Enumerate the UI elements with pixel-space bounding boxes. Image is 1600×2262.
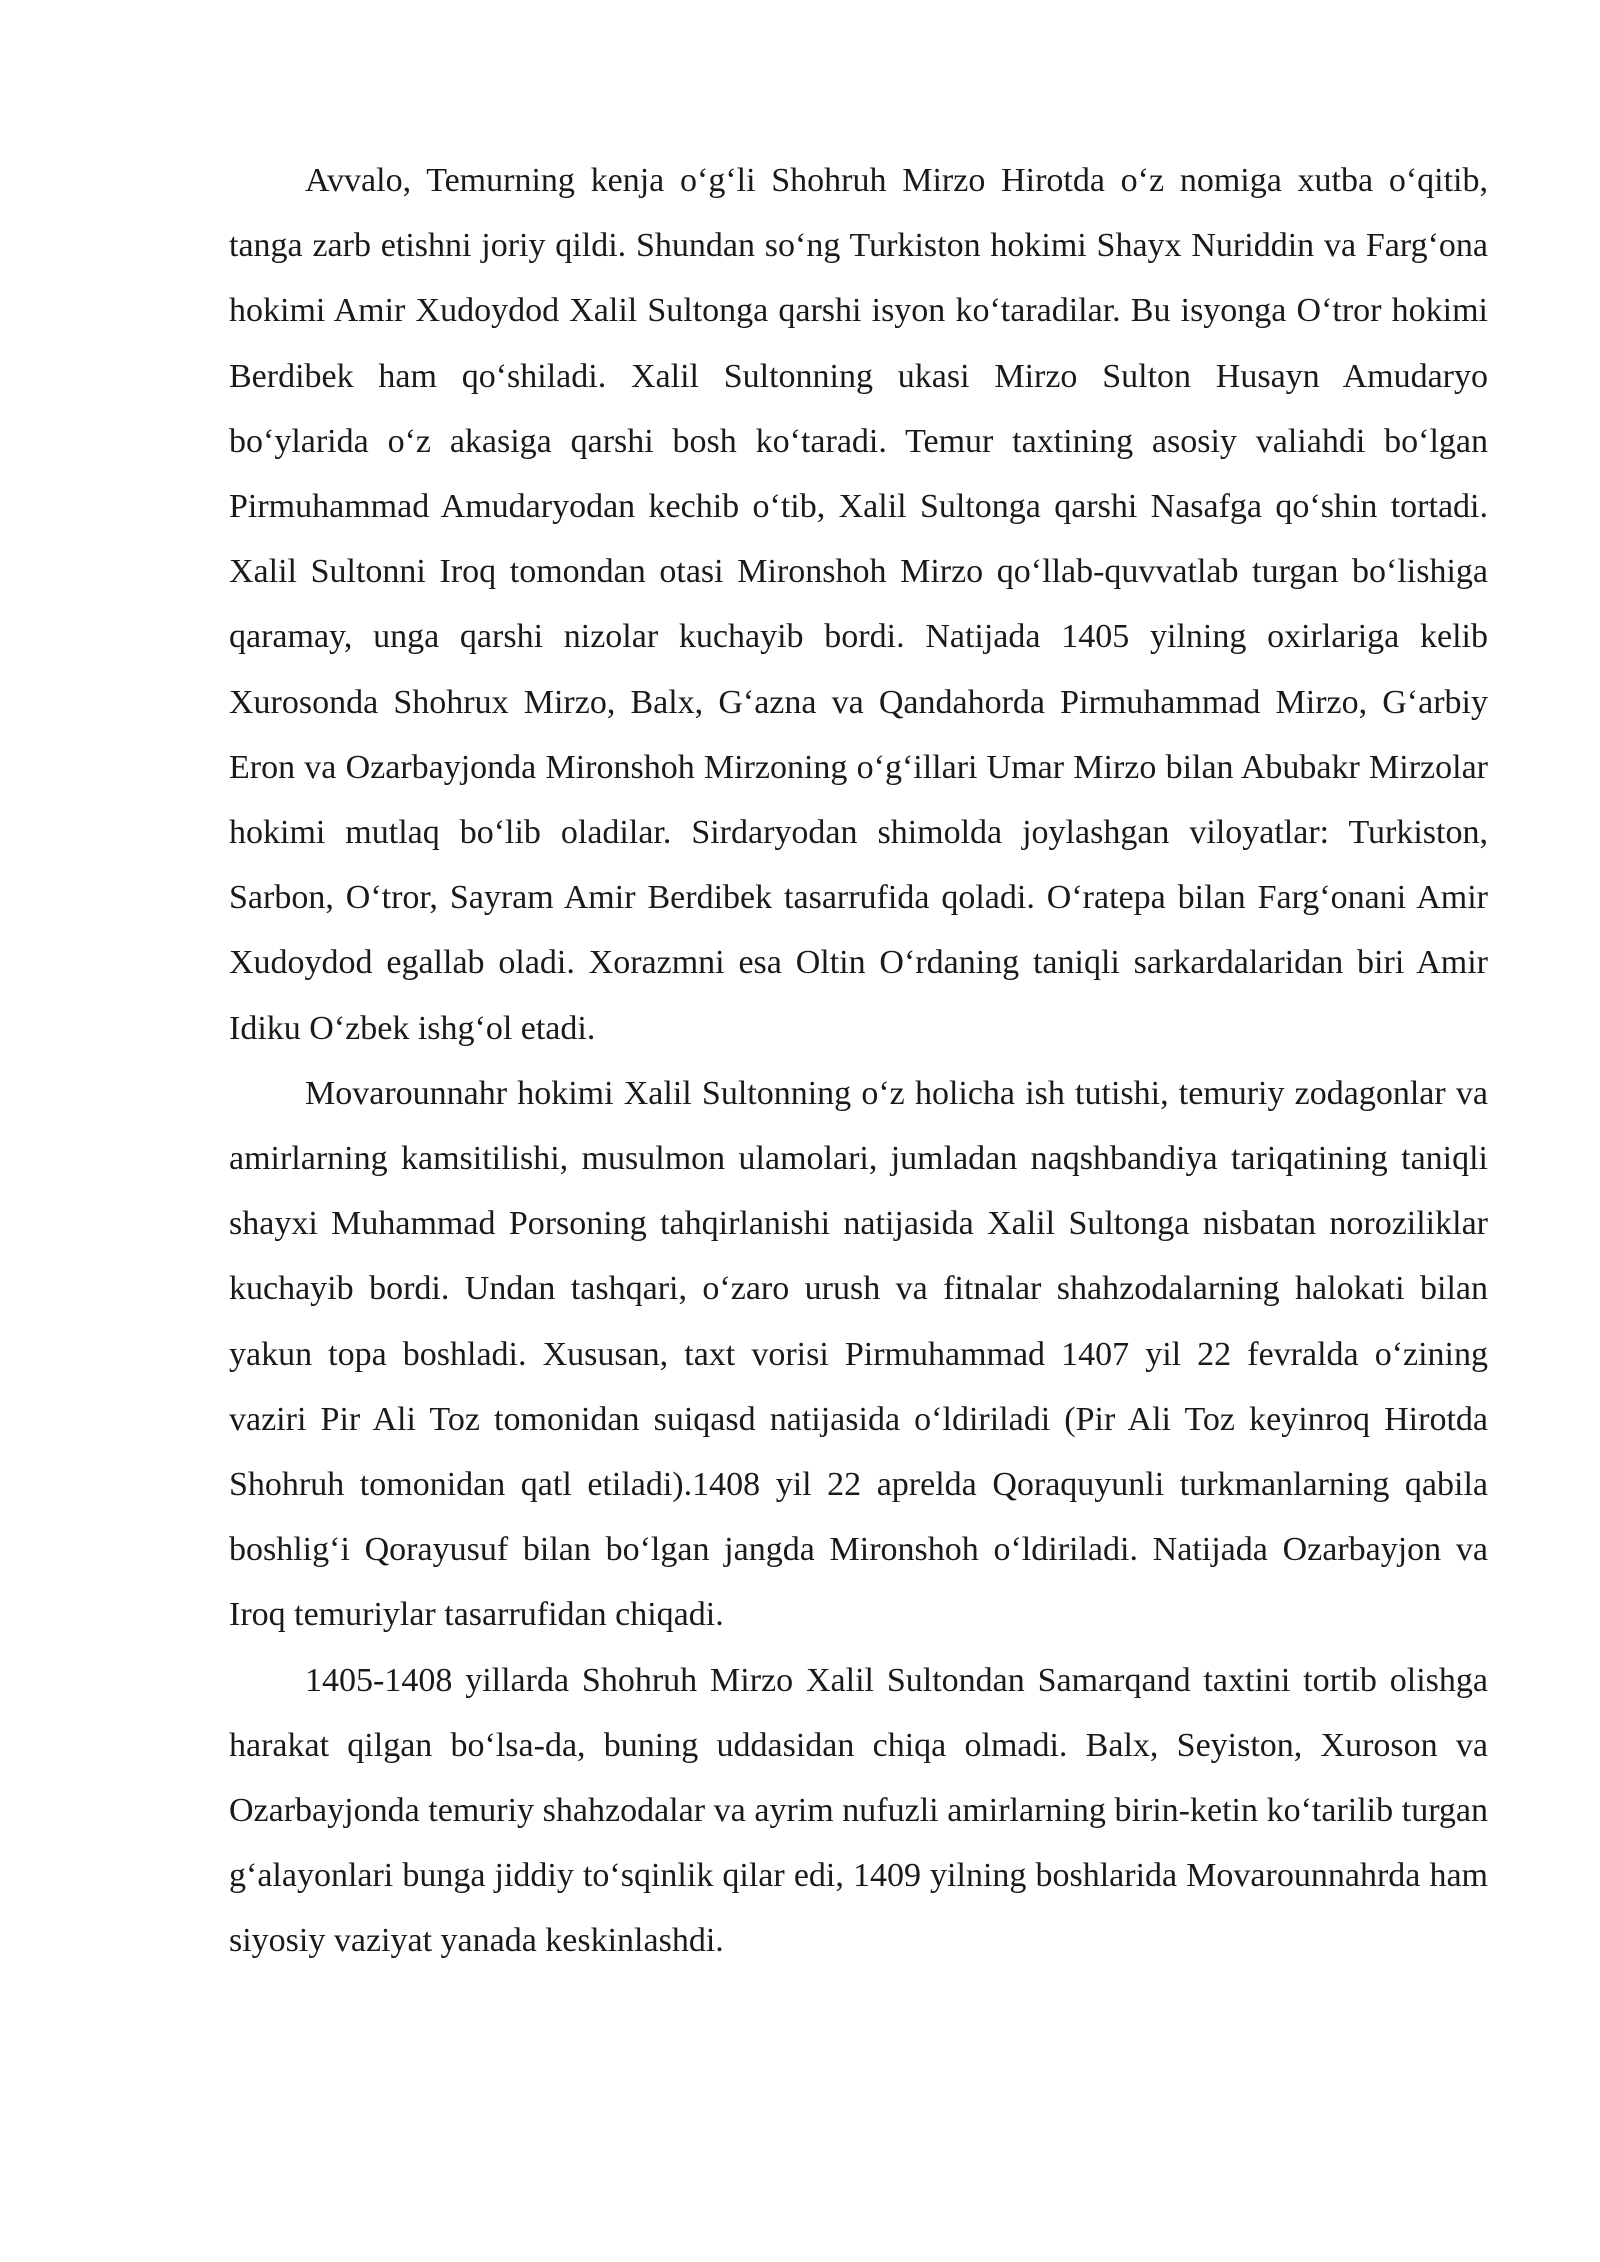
document-body bbox=[229, 148, 1488, 1974]
paragraph-2: Movarounnahr hokimi Xalil Sultonning o‘z holicha ish tutishi, temuriy zodagonlar va amirlarning kamsitilishi, musulmon ulamolari, jumladan naqshbandiya tariqatining taniqli shayxi Muhammad Porsoning tahqirlanishi natijasida Xalil Sultonga nisbatan noroziliklar kuchayib bordi. Undan tashqari, o‘zaro urush va fitnalar shahzodalarning halokati bilan yakun topa boshladi. Xususan, taxt vorisi Pirmuhammad 1407 yil 22 fevralda o‘zining vaziri Pir Ali Toz tomonidan suiqasd natijasida o‘ldiriladi (Pir Ali Toz keyinroq Hirotda Shohruh tomonidan qatl etiladi).1408 yil 22 aprelda Qoraquyunli turkmanlarning qabila boshlig‘i Qorayusuf bilan bo‘lgan jangda Mironshoh o‘ldiriladi. Natijada Ozarbayjon va Iroq temuriylar tasarrufidan chiqadi. bbox=[229, 1074, 1488, 1634]
paragraph-3: 1405-1408 yillarda Shohruh Mirzo Xalil Sultondan Samarqand taxtini tortib olishga harakat qilgan bo‘lsa-da, buning uddasidan chiqa olmadi. Balx, Seyiston, Xuroson va Ozarbayjonda temuriy shahzodalar va ayrim nufuzli amirlarning birin-ketin ko‘tarilib turgan g‘alayonlari bunga jiddiy to‘sqinlik qilar edi, 1409 yilning boshlarida Movarounnahrda ham siyosiy vaziyat yanada keskinlashdi. bbox=[229, 1661, 1488, 1960]
paragraph-1: Avvalo, Temurning kenja o‘g‘li Shohruh Mirzo Hirotda o‘z nomiga xutba o‘qitib, tanga zarb etishni joriy qildi. Shundan so‘ng Turkiston hokimi Shayx Nuriddin va Farg‘ona hokimi Amir Xudoydod Xalil Sultonga qarshi isyon ko‘taradilar. Bu isyonga O‘tror hokimi Berdibek ham qo‘shiladi. Xalil Sultonning ukasi Mirzo Sulton Husayn Amudaryo bo‘ylarida o‘z akasiga qarshi bosh ko‘taradi. Temur taxtining asosiy valiahdi bo‘lgan Pirmuhammad Amudaryodan kechib o‘tib, Xalil Sultonga qarshi Nasafga qo‘shin tortadi. Xalil Sultonni Iroq tomondan otasi Mironshoh Mirzo qo‘llab-quvvatlab turgan bo‘lishiga qaramay, unga qarshi nizolar kuchayib bordi. Natijada 1405 yilning oxirlariga kelib Xurosonda Shohrux Mirzo, Balx, G‘azna va Qandahorda Pirmuhammad Mirzo, G‘arbiy Eron va Ozarbayjonda Mironshoh Mirzoning o‘g‘illari Umar Mirzo bilan Abubakr Mirzolar hokimi mutlaq bo‘lib oladilar. Sirdaryodan shimolda joylashgan viloyatlar: Turkiston, Sarbon, O‘tror, Sayram Amir Berdibek tasarrufida qoladi. O‘ratepa bilan Farg‘onani Amir Xudoydod egallab oladi. Xorazmni esa Oltin O‘rdaning taniqli sarkardalaridan biri Amir Idiku O‘zbek ishg‘ol etadi. bbox=[229, 162, 1488, 1047]
